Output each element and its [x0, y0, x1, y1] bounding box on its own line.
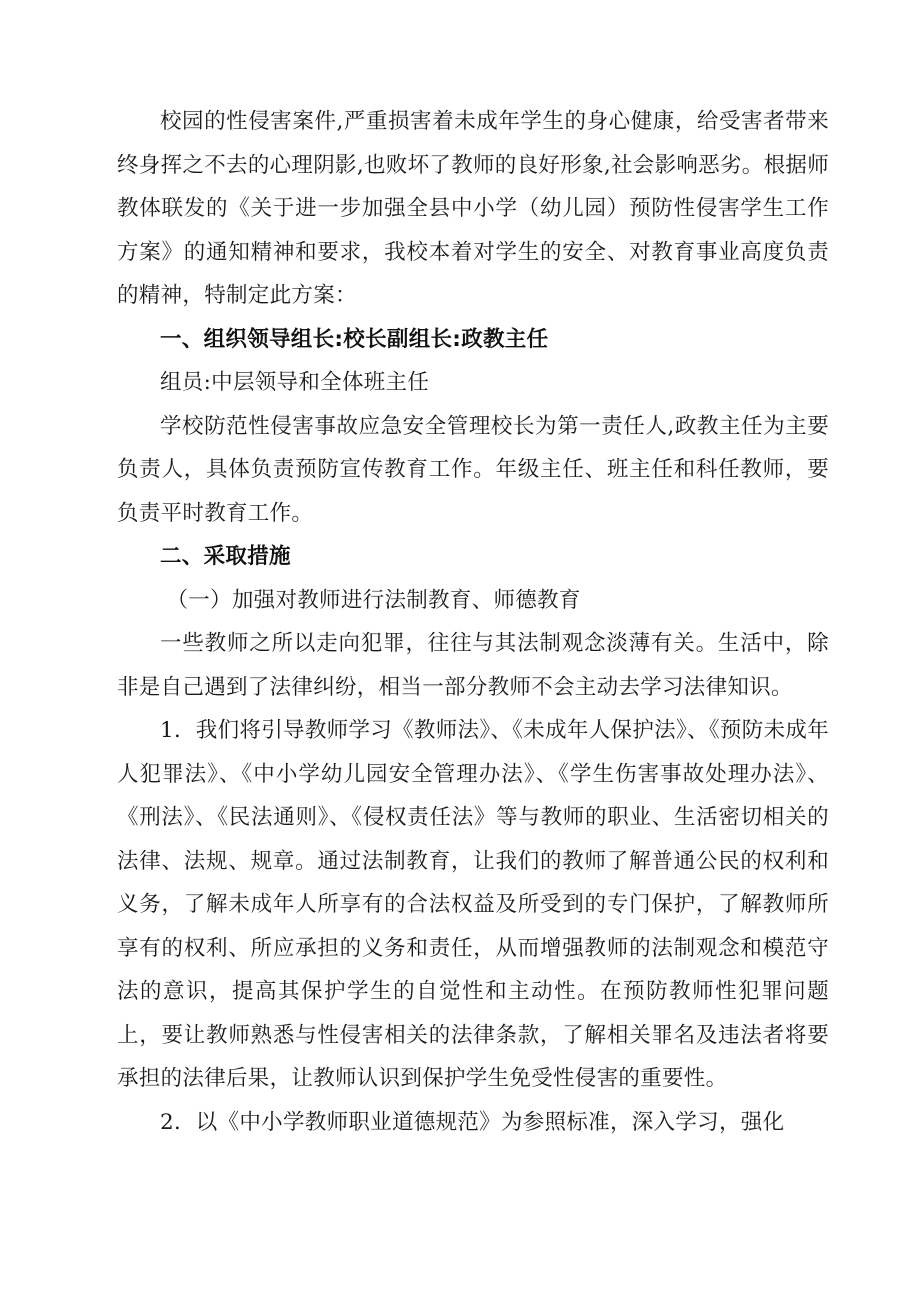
members-paragraph: 组员:中层领导和全体班主任 — [160, 370, 430, 395]
responsibility-paragraph: 学校防范性侵害事故应急安全管理校长为第一责任人,政教主任为主要负责人，具体负责预防宣传教育工作。年级主任、班主任和科任教师，要负责平时教育工作。 — [117, 413, 829, 526]
subsection-heading-legal-education: （一）加强对教师进行法制教育、师德教育 — [166, 587, 581, 613]
document-body — [117, 100, 829, 1144]
section-heading-organization: 一、组织领导组长:校长副组长:政教主任 — [160, 326, 549, 352]
section-heading-measures: 二、采取措施 — [160, 544, 291, 569]
item-1-paragraph: 1．我们将引导教师学习《教师法》、《未成年人保护法》、《预防未成年人犯罪法》、《中小学幼儿园安全管理办法》、《学生伤害事故处理办法》、《刑法》、《民法通则》、《侵权责任法》等与教师的职业、生活密切相关的法律、法规、规章。通过法制教育，让我们的教师了解普通公民的权利和义务，了解未成年人所享有的合法权益及所受到的专门保护，了解教师所享有的权利、所应承担的义务和责任，从而增强教师的法制观念和模范守法的意识，提高其保护学生的自觉性和主动性。在预防教师性犯罪问题上，要让教师熟悉与性侵害相关的法律条款，了解相关罪名及违法者将要承担的法律后果，让教师认识到保护学生免受性侵害的重要性。 — [117, 718, 829, 1091]
item-2-paragraph: 2．以《中小学教师职业道德规范》为参照标准，深入学习，强化 — [160, 1109, 785, 1135]
legal-awareness-paragraph: 一些教师之所以走向犯罪，往往与其法制观念淡薄有关。生活中，除非是自己遇到了法律纠纷，相当一部分教师不会主动去学习法律知识。 — [117, 631, 829, 700]
intro-paragraph: 校园的性侵害案件,严重损害着未成年学生的身心健康，给受害者带来终身挥之不去的心理阴影,也败坏了教师的良好形象,社会影响恶劣。根据师教体联发的《关于进一步加强全县中小学（幼儿园）预防性侵害学生工作方案》的通知精神和要求，我校本着对学生的安全、对教育事业高度负责的精神，特制定此方案： — [117, 109, 829, 308]
